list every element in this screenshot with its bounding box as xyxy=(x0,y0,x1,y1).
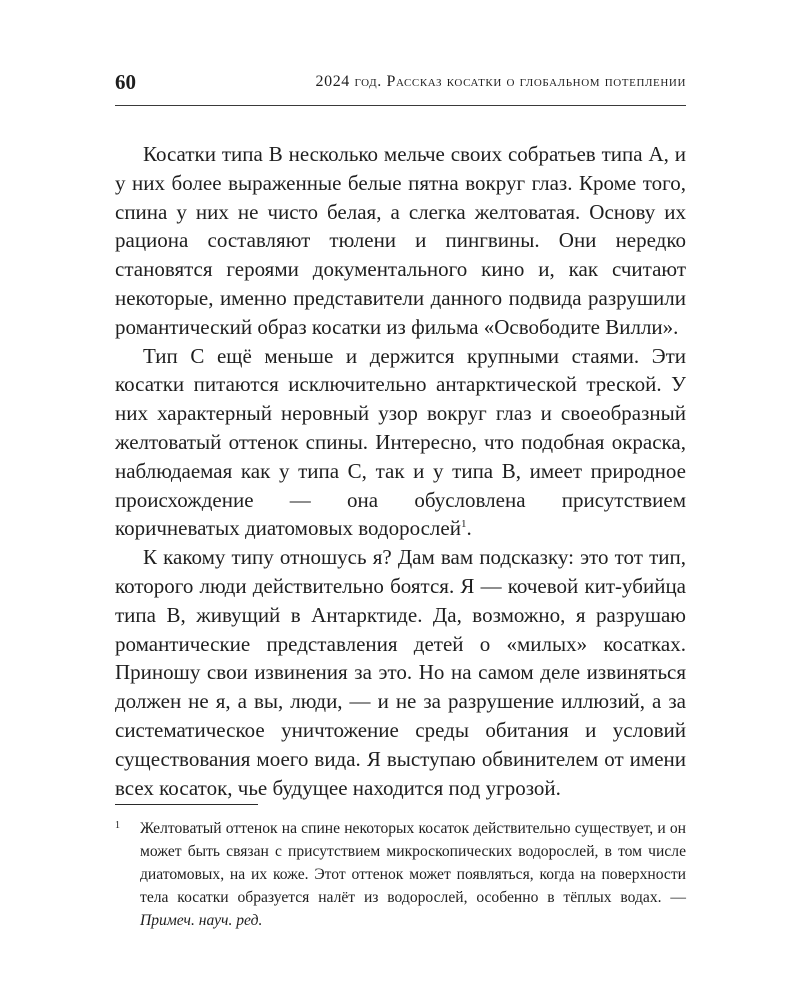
paragraph-tail: . xyxy=(466,516,472,541)
paragraph-text: К какому типу отношусь я? Дам вам подсказку: это тот тип, которого люди действительно боятся. Я — кочевой кит-убийца типа B, живущий в Антарктиде. Да, возможно, я разрушаю романтические представления детей о «милых» косатках. Приношу свои извинения за это. Но на самом деле извиняться должен не я, а вы, люди, — и не за разрушение иллюзий, а за систематическое уничтожение среды обитания и условий существования моего вида. Я выступаю обвинителем от имени всех косаток, чье будущее находится под угрозой. xyxy=(115,545,686,800)
footnote xyxy=(115,817,686,932)
paragraph-text: Тип C ещё меньше и держится крупными стаями. Эти косатки питаются исключительно антарктической треской. У них характерный неровный узор вокруг глаз и своеобразный желтоватый оттенок спины. Интересно, что подобная окраска, наблюдаемая как у типа C, так и у типа B, имеет природное происхождение — она обусловлена присутствием коричневатых диатомовых водорослей xyxy=(115,343,686,541)
footnote-attribution: Примеч. науч. ред. xyxy=(140,912,263,929)
footnote-reference[interactable]: 1 xyxy=(460,518,467,531)
paragraph xyxy=(115,140,686,342)
running-title: 2024 год. Рассказ косатки о глобальном потеплении xyxy=(315,73,686,90)
footnote-divider xyxy=(115,804,258,805)
footnote-text: Желтоватый оттенок на спине некоторых косаток действительно существует, и он может быть связан с присутствием микроскопических водорослей, в том числе диатомовых, на их коже. Этот оттенок может появляться, когда на поверхности тела косатки образуется налёт из водорослей, особенно в тёплых водах. — xyxy=(140,820,686,906)
paragraph xyxy=(115,543,686,802)
page-header xyxy=(115,66,686,106)
footnote-body xyxy=(140,817,686,932)
footnote-marker: 1 xyxy=(115,820,120,831)
paragraph xyxy=(115,342,686,544)
body-text xyxy=(115,140,686,802)
page-number: 60 xyxy=(115,70,136,94)
paragraph-text: Косатки типа B несколько мельче своих собратьев типа A, и у них более выраженные белые пятна вокруг глаз. Кроме того, спина у них не чисто белая, а слегка желтоватая. Основу их рациона составляют тюлени и пингвины. Они нередко становятся героями документального кино и, как считают некоторые, именно представители данного подвида разрушили романтический образ косатки из фильма «Освободите Вилли». xyxy=(115,142,686,339)
